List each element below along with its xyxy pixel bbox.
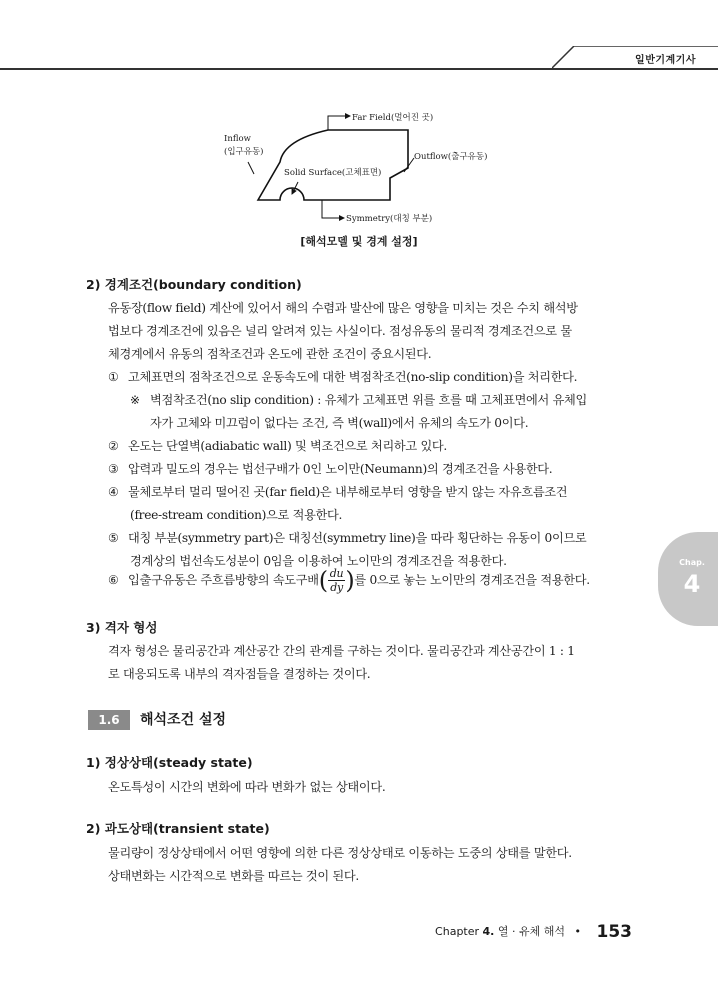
list-item — [108, 566, 640, 595]
left-paren: ( — [318, 566, 328, 595]
chapter-tab-number: 4 — [683, 570, 701, 598]
list-item-number: ⑤ — [108, 531, 119, 545]
right-paren: ) — [345, 566, 355, 595]
list-item-number: ② — [108, 439, 119, 453]
list-item — [108, 481, 640, 503]
steady-state-text: 온도특성이 시간의 변화에 따라 변화가 없는 상태이다. — [108, 780, 386, 794]
section-title: 해석조건 설정 — [140, 712, 227, 728]
list-note-continued: 자가 고체와 미끄럼이 없다는 조건, 즉 벽(wall)에서 유체의 속도가 0이다. — [150, 416, 529, 430]
list-item — [108, 527, 640, 549]
section-number-badge: 1.6 — [88, 710, 130, 730]
grid-heading: 3) 격자 형성 — [86, 620, 158, 635]
chapter-tab-label: Chap. — [679, 558, 705, 567]
steady-state-heading: 1) 정상상태(steady state) — [86, 755, 253, 770]
fraction-denominator: dy — [330, 581, 343, 594]
header-rule — [0, 68, 718, 70]
list-item-text: 압력과 밀도의 경우는 법선구배가 0인 노이만(Neumann)의 경계조건을 사용한다. — [128, 462, 553, 476]
velocity-gradient-fraction — [328, 567, 346, 594]
boundary-intro-line-1: 유동장(flow field) 계산에 있어서 해의 수렴과 발산에 많은 영향을 미치는 것은 수치 해석방 — [108, 301, 578, 315]
list-item-continued: 경계상의 법선속도성분이 0임을 이용하여 노이만의 경계조건을 적용한다. — [130, 554, 507, 568]
boundary-diagram-svg — [218, 110, 508, 246]
domain-outline — [258, 130, 408, 200]
boundary-intro-line-3: 체경계에서 유동의 점착조건과 온도에 관한 조건이 중요시된다. — [108, 347, 432, 361]
inflow-sublabel: (입구유동) — [224, 147, 264, 157]
inflow-label: Inflow — [224, 134, 251, 144]
list-item-number: ⑥ — [108, 573, 119, 587]
solid-surface-label: Solid Surface(고체표면) — [284, 168, 382, 178]
far-field-label: Far Field(멀어진 곳) — [352, 113, 434, 123]
transient-state-line-1: 물리량이 정상상태에서 어떤 영향에 의한 다른 정상상태로 이동하는 도중의 상태를 말한다. — [108, 846, 572, 860]
boundary-diagram — [218, 110, 508, 246]
list-note — [130, 389, 640, 411]
list-item — [108, 435, 640, 457]
grid-line-2: 로 대응되도록 내부의 격자점들을 결정하는 것이다. — [108, 667, 371, 681]
page-number: 153 — [596, 922, 632, 942]
grid-line-1: 격자 형성은 물리공간과 계산공간 간의 관계를 구하는 것이다. 물리공간과 계산공간이 1 : 1 — [108, 644, 575, 658]
list-item-number: ③ — [108, 462, 119, 476]
footer-dot: • — [574, 925, 581, 938]
boundary-condition-heading: 2) 경계조건(boundary condition) — [86, 277, 302, 292]
footer-chapter-number: 4. — [482, 925, 495, 938]
list-item — [108, 366, 640, 388]
list-item-text: 고체표면의 점착조건으로 운동속도에 대한 벽점착조건(no-slip condition)을 처리한다. — [128, 370, 578, 384]
list-item — [108, 458, 640, 480]
list-note-mark: ※ — [130, 393, 140, 407]
outflow-label: Outflow(출구유동) — [414, 152, 488, 162]
figure-caption: [해석모델 및 경계 설정] — [300, 235, 418, 248]
fraction-numerator: du — [329, 567, 344, 580]
list-item-text-post: 를 0으로 놓는 노이만의 경계조건을 적용한다. — [354, 573, 590, 587]
list-item-text: 온도는 단열벽(adiabatic wall) 및 벽조건으로 처리하고 있다. — [128, 439, 447, 453]
symmetry-label: Symmetry(대칭 부분) — [346, 214, 433, 224]
footer-title: 열 · 유체 해석 — [497, 925, 565, 938]
footer-chapter: Chapter — [435, 925, 480, 938]
list-item-number: ① — [108, 370, 119, 384]
boundary-intro-line-2: 법보다 경계조건에 있음은 널리 알려져 있는 사실이다. 점성유동의 물리적 경계조건으로 물 — [108, 324, 572, 338]
list-item-continued: (free-stream condition)으로 적용한다. — [130, 508, 343, 522]
list-note-text: 벽점착조건(no slip condition) : 유체가 고체표면 위를 흐를 때 고체표면에서 유체입 — [150, 393, 587, 407]
list-item-number: ④ — [108, 485, 119, 499]
transient-state-line-2: 상태변화는 시간적으로 변화를 따르는 것이 된다. — [108, 869, 359, 883]
transient-state-heading: 2) 과도상태(transient state) — [86, 821, 270, 836]
list-item-text: 물체로부터 멀리 떨어진 곳(far field)은 내부해로부터 영향을 받지 않는 자유흐름조건 — [128, 485, 568, 499]
page-footer — [435, 922, 632, 942]
list-item-text-pre: 입출구유동은 주흐름방향의 속도구배 — [128, 573, 319, 587]
header-title: 일반기계기사 — [635, 55, 696, 66]
list-item-text: 대칭 부분(symmetry part)은 대칭선(symmetry line)을 따라 횡단하는 유동이 0이므로 — [128, 531, 587, 545]
